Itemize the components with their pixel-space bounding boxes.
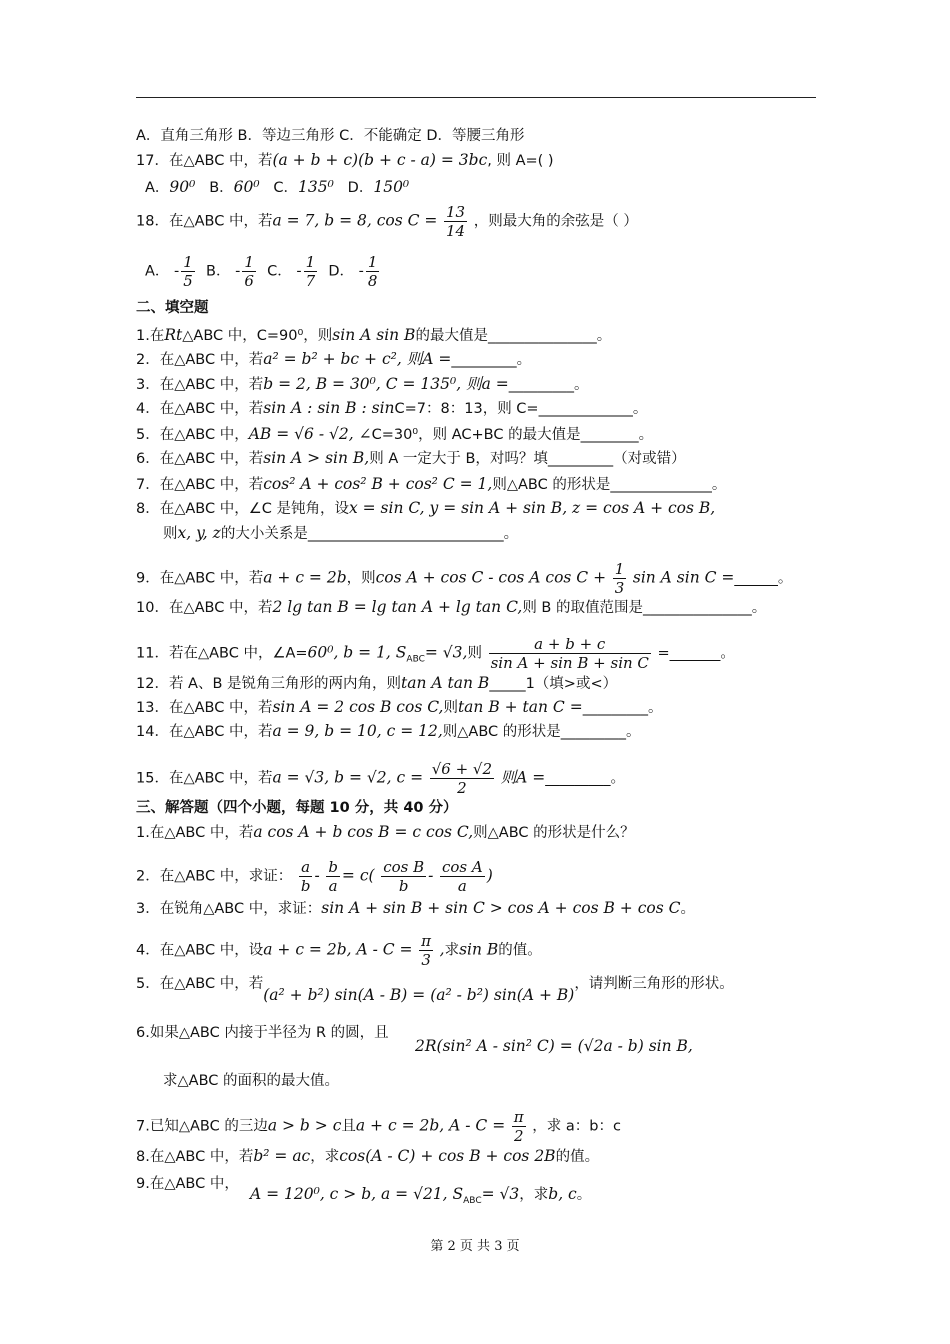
solve-9: 9.在△ABC 中， [136,1176,239,1192]
fill-9: 9．在△ABC 中，若a + c = 2b，则cos A + cos C - cos A cos C + $\frac{1}{3}$ sin A sin C =______。 [136,560,793,597]
fill-5: 5．在△ABC 中，AB = √6 - √2, ∠C=30⁰，则 AC+BC 的最大值是________。 [136,425,654,443]
page-footer: 第 2 页 共 3 页 [430,1239,520,1254]
fill-3: 3．在△ABC 中，若b = 2, B = 30⁰, C = 135⁰, 则a =_________。 [136,375,589,393]
solve-9-math: A = 120⁰, c > b, a = √21, $S_{ABC}= √3$，求b, c。 [250,1185,592,1206]
fill-13: 13．在△ABC 中，若sin A = 2 cos B cos C,则tan B + tan C =_________。 [136,698,663,716]
q16-options: A．直角三角形 B．等边三角形 C．不能确定 D．等腰三角形 [136,128,525,144]
question-18: 18．在△ABC 中，若a = 7, b = 8, cos C = $\frac{13}{14}$ ，则最大角的余弦是（ ） [136,203,638,240]
fill-12: 12．若 A、B 是锐角三角形的两内角，则tan A tan B_____1（填>或<） [136,674,618,692]
solve-7: 7.已知△ABC 的三边a > b > c且a + c = 2b, A - C = $\frac{\pi}{2}$ ，求 a：b：c [136,1108,621,1145]
fill-15: 15．在△ABC 中，若a = √3, b = √2, c = $\frac{√6 + √2}{2}$ 则A =_________。 [136,760,625,797]
fill-8: 8．在△ABC 中，∠C 是钝角，设x = sin C, y = sin A + sin B, z = cos A + cos B, [136,499,716,517]
q17-options: A．90⁰ B．60⁰ C．135⁰ D．150⁰ [145,178,410,196]
fill-8-cont: 则x, y, z的大小关系是___________________________。 [163,524,519,542]
fill-10: 10．在△ABC 中，若2 lg tan B = lg tan A + lg tan C,则 B 的取值范围是_______________。 [136,598,767,616]
fill-11: 11．若在△ABC 中，∠A=60⁰, b = 1, $S_{ABC}= √3$,则 $\frac{a + b + c}{\text{sin A + sin B + sin C}}$ =_______。 [136,635,735,672]
question-17: 17．在△ABC 中，若(a + b + c)(b + c - a) = 3bc, 则 A=( ) [136,151,554,169]
section-3-title: 三、解答题（四个小题，每题 10 分，共 40 分） [136,800,458,816]
fill-4: 4．在△ABC 中，若sin A : sin B : sinC=7：8：13，则 C=_____________。 [136,399,648,417]
section-2-title: 二、填空题 [136,300,209,316]
solve-8: 8.在△ABC 中，若b² = ac，求cos(A - C) + cos B + cos 2B的值。 [136,1147,600,1165]
solve-5: 5．在△ABC 中，若(a² + b²) sin(A - B) = (a² - b²) sin(A + B)，请判断三角形的形状。 [136,976,734,1004]
fill-2: 2．在△ABC 中，若a² = b² + bc + c², 则A =_________。 [136,350,532,368]
solve-4: 4．在△ABC 中，设a + c = 2b, A - C = $\frac{\pi}{3}$ ,求sin B的值。 [136,932,542,969]
solve-6-math: 2R(sin² A - sin² C) = (√2a - b) sin B, [415,1037,693,1055]
solve-2: 2．在△ABC 中，求证： $\frac{a}{b}$ - $\frac{b}{a}$ = c( $\frac{\text{cos B}}{b}$ - $\frac{\text{cos A}}{a}$ ) [136,858,493,895]
solve-3: 3．在锐角△ABC 中，求证：sin A + sin B + sin C > cos A + cos B + cos C。 [136,899,695,917]
solve-6: 6.如果△ABC 内接于半径为 R 的圆，且 [136,1025,389,1041]
header-rule [136,97,816,98]
fill-6: 6．在△ABC 中，若sin A > sin B,则 A 一定大于 B，对吗？填_________（对或错） [136,449,686,467]
solve-1: 1.在△ABC 中，若a cos A + b cos B = c cos C,则△ABC 的形状是什么？ [136,823,635,841]
fill-1: 1.在Rt△ABC 中，C=90⁰，则sin A sin B的最大值是_______________。 [136,326,612,344]
fill-14: 14．在△ABC 中，若a = 9, b = 10, c = 12,则△ABC 的形状是_________。 [136,722,641,740]
fill-7: 7．在△ABC 中，若cos² A + cos² B + cos² C = 1,则△ABC 的形状是______________。 [136,475,727,493]
q18-options: A． - $\frac{1}{5}$ B． - $\frac{1}{6}$ C． - $\frac{1}{7}$ D． - $\frac{1}{8}$ [145,253,378,290]
solve-6-cont: 求△ABC 的面积的最大值。 [163,1073,339,1089]
